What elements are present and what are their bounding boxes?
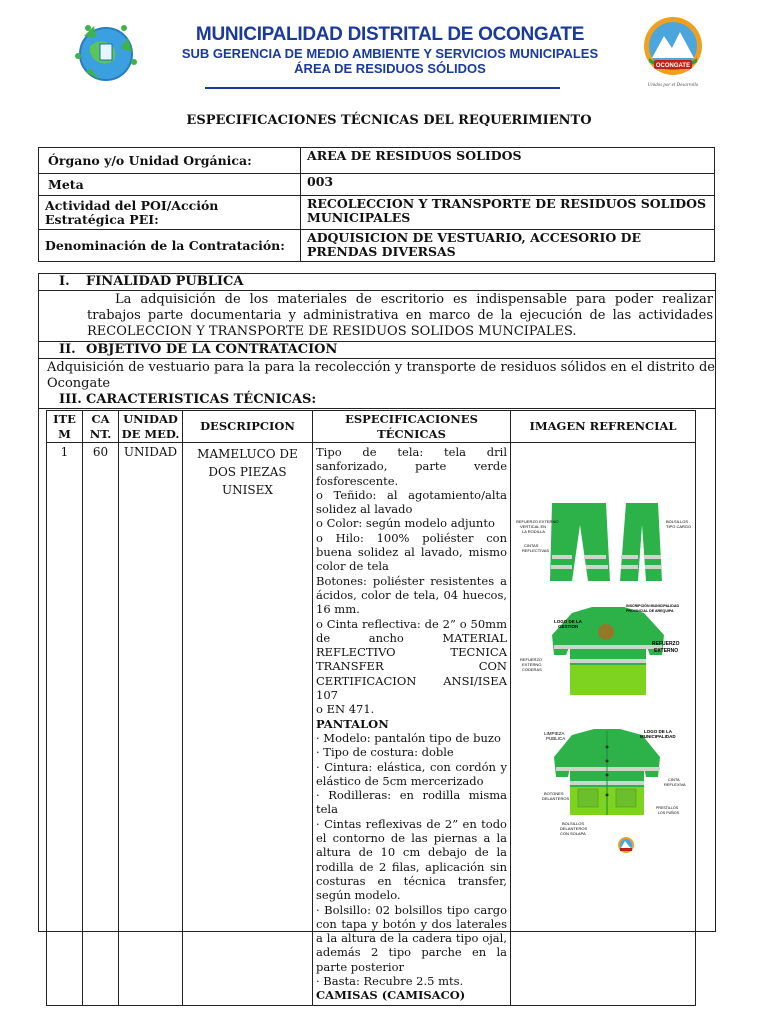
cell-unit: UNIDAD	[119, 443, 183, 1006]
image-label: PROVINCIAL DE AREQUIPA	[626, 609, 674, 613]
spec-line: · Modelo: pantalón tipo de buzo	[316, 730, 501, 745]
info-table	[38, 147, 715, 262]
items-header-row	[47, 411, 696, 443]
section-numeral: III.	[59, 392, 82, 407]
spec-line: · Rodilleras: en rodilla misma tela	[316, 788, 507, 817]
section-2-header	[39, 342, 715, 359]
spec-line: o Hilo: 100% poliéster con buena solidez al lavado, mismo color de tela	[316, 530, 507, 574]
info-row-meta	[39, 174, 715, 196]
cell-item: 1	[47, 443, 83, 1006]
image-label: INSCRIPCIÓN MUNICIPALIDAD	[626, 604, 680, 608]
col-header-desc: DESCRIPCION	[183, 411, 313, 443]
pantalon-title: PANTALON	[316, 716, 389, 731]
image-label: LOGO DE LA	[554, 619, 582, 624]
image-label: REFUERZO EXTERNO	[516, 519, 559, 524]
image-label: MUNICIPALIDAD	[640, 734, 676, 739]
info-key: Actividad del POI/Acción Estratégica PEI:	[39, 196, 301, 230]
col-header-unit: UNIDAD DE MED.	[119, 411, 183, 443]
image-label: EXTERNO	[654, 648, 679, 654]
spec-line: · Cintura: elástica, con cordón y elástico de 5cm mercerizado	[316, 759, 507, 788]
info-key: Denominación de la Contratación:	[39, 230, 301, 262]
section-2-text: Adquisición de vestuario para la para la recolección y transporte de residuos sólidos en el distrito de Ocongate	[47, 360, 715, 391]
spec-line: Botones: poliéster resistentes a ácidos, color de tela, 04 huecos, 16 mm.	[316, 573, 507, 617]
camisas-title: CAMISAS (CAMISACO)	[316, 988, 466, 1003]
image-label: LA RODILLA	[522, 529, 545, 534]
image-label: LOS PUÑOS	[658, 811, 679, 815]
image-label: VERTICAL EN	[520, 524, 547, 529]
subtitle-line-1: SUB GERENCIA DE MEDIO AMBIENTE Y SERVICIOS MUNICIPALES	[181, 46, 599, 61]
image-label: REFUERZO	[520, 657, 542, 662]
image-label: PRESTILLOS	[656, 806, 679, 810]
municipal-emblem	[618, 837, 634, 853]
info-row-organo	[39, 148, 715, 174]
subtitle-line-2: ÁREA DE RESIDUOS SÓLIDOS	[294, 61, 486, 76]
col-header-cant: CA NT.	[83, 411, 119, 443]
ocongate-seal-logo	[640, 14, 706, 90]
image-label: DELANTEROS	[560, 826, 588, 831]
image-label: EXTERNO	[522, 662, 542, 667]
cell-spec	[313, 443, 511, 1006]
info-value: RECOLECCION Y TRANSPORTE DE RESIDUOS SOLIDOS MUNICIPALES	[301, 196, 715, 230]
image-label: REFUERZO	[652, 641, 680, 647]
spec-line: · Tipo de costura: doble	[316, 745, 454, 760]
seal-motto: Unidos por el Desarrollo	[647, 83, 699, 88]
seal-text: OCONGATE	[655, 63, 691, 69]
image-label: LOGO DE LA	[644, 729, 672, 734]
items-table	[46, 410, 696, 1006]
col-header-img: IMAGEN REFRENCIAL	[511, 411, 696, 443]
image-label: BOTONES	[544, 791, 564, 796]
col-header-item: ITE M	[47, 411, 83, 443]
info-row-denominacion	[39, 230, 715, 262]
cell-desc: MAMELUCO DE DOS PIEZAS UNISEX	[183, 443, 313, 1006]
uniform-reference-image	[514, 495, 692, 895]
municipality-subtitle	[180, 46, 600, 76]
image-label: CON SOLAPA	[560, 831, 586, 836]
image-label: PUBLICA	[546, 736, 566, 741]
image-label: BOLSILLOS	[666, 519, 689, 524]
col-header-spec: ESPECIFICACIONES TÉCNICAS	[313, 411, 511, 443]
info-key: Meta	[39, 174, 301, 196]
section-1-header	[39, 274, 715, 291]
section-numeral: I.	[59, 274, 70, 289]
info-value: 003	[301, 174, 715, 196]
spec-line: · Bolsillo: 02 bolsillos tipo cargo con tapa y botón y dos laterales a la altura de la cadera tipo ojal, además 2 tipo parche en la parte posterior	[316, 902, 507, 974]
image-label: BOLSILLOS	[562, 821, 585, 826]
spec-line: o EN 471.	[316, 702, 375, 717]
section-title: OBJETIVO DE LA CONTRATACION	[86, 342, 338, 357]
image-label: LIMPIEZA	[544, 731, 565, 736]
image-label: REFLEXIVA	[664, 782, 686, 787]
image-label: CODERAS	[522, 667, 542, 672]
spec-line: · Basta: Recubre 2.5 mts.	[316, 973, 464, 988]
image-label: GESTION	[558, 624, 579, 629]
info-row-actividad	[39, 196, 715, 230]
recycling-globe-logo	[70, 16, 142, 88]
spec-line: o Color: según modelo adjunto	[316, 516, 495, 531]
jacket-front-illustration	[554, 729, 660, 815]
image-label: TIPO CARGO	[666, 524, 692, 529]
section-title: FINALIDAD PUBLICA	[86, 274, 244, 289]
image-label: CINTAS	[524, 543, 539, 548]
spec-line: · Cintas reflexivas de 2” en todo el contorno de las piernas a la altura de 10 cm debajo de la rodilla de 2 filas, aplicación sin costuras en técnica transfer, según modelo.	[316, 816, 507, 903]
header-rule	[205, 87, 560, 89]
spec-line: o Cinta reflectiva: de 2” o 50mm de ancho MATERIAL REFLECTIVO TECNICA TRANSFER CON CERTIFICACION ANSI/ISEA 107	[316, 616, 507, 703]
info-key: Órgano y/o Unidad Orgánica:	[39, 148, 301, 174]
cell-cant: 60	[83, 443, 119, 1006]
info-value: AREA DE RESIDUOS SOLIDOS	[301, 148, 715, 174]
section-numeral: II.	[59, 342, 76, 357]
image-label: REFLECTIVAS	[522, 548, 550, 553]
pants-illustration	[550, 503, 662, 581]
table-row	[47, 443, 696, 1006]
spec-line: o Teñido: al agotamiento/alta solidez al lavado	[316, 487, 507, 517]
municipality-title: MUNICIPALIDAD DISTRITAL DE OCONGATE	[195, 24, 585, 45]
section-3-header	[39, 392, 715, 409]
cell-image	[511, 443, 696, 1006]
info-value: ADQUISICION DE VESTUARIO, ACCESORIO DE PRENDAS DIVERSAS	[301, 230, 715, 262]
section-1-text: La adquisición de los materiales de escritorio es indispensable para poder realizar trabajos parte documentaria y administrativa en marco de la ejecución de las actividades RECOLECCION Y TRANSPORTE DE RESIDUOS SOLIDOS MUNCIPALES.	[87, 292, 713, 339]
image-label: DELANTEROS	[542, 796, 570, 801]
spec-line: Tipo de tela: tela dril sanforizado, parte verde fosforescente.	[316, 445, 507, 488]
section-title: CARACTERISTICAS TÉCNICAS:	[86, 392, 317, 407]
document-title: ESPECIFICACIONES TÉCNICAS DEL REQUERIMIENTO	[186, 113, 592, 128]
image-label: CINTA	[668, 777, 680, 782]
